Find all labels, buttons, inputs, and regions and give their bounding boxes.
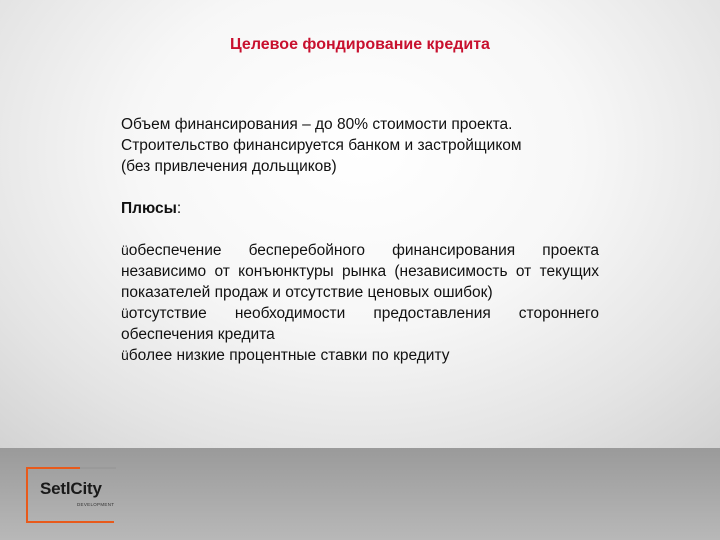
logo-subtitle: DEVELOPMENT — [77, 502, 115, 507]
pros-list — [121, 240, 599, 366]
list-item — [121, 240, 599, 303]
intro-line: (без привлечения дольщиков) — [121, 158, 337, 175]
list-item-text: отсутствие необходимости предоставления стороннего обеспечения кредита — [121, 305, 599, 343]
intro-paragraph — [121, 114, 599, 177]
slide-body — [121, 114, 599, 366]
slide-title: Целевое фондирование кредита — [230, 36, 490, 53]
company-logo — [26, 467, 114, 523]
pros-heading — [121, 198, 599, 219]
pros-heading-colon: : — [176, 200, 182, 217]
logo-name: SetlCity — [40, 479, 102, 498]
intro-line: Строительство финансируется банком и застройщиком — [121, 137, 522, 154]
list-item-text: более низкие процентные ставки по кредиту — [128, 347, 450, 364]
checkmark-icon: ü — [121, 347, 129, 363]
checkmark-icon: ü — [121, 242, 129, 258]
intro-line: Объем финансирования – до 80% стоимости проекта. — [121, 116, 513, 133]
pros-heading-label: Плюсы — [121, 200, 177, 217]
list-item — [121, 303, 599, 345]
list-item — [121, 345, 599, 366]
list-item-text: обеспечение бесперебойного финансирования проекта независимо от конъюнктуры рынка (независимость от текущих показателей продаж и отсутствие ценовых ошибок) — [121, 242, 599, 301]
checkmark-icon: ü — [121, 305, 129, 321]
